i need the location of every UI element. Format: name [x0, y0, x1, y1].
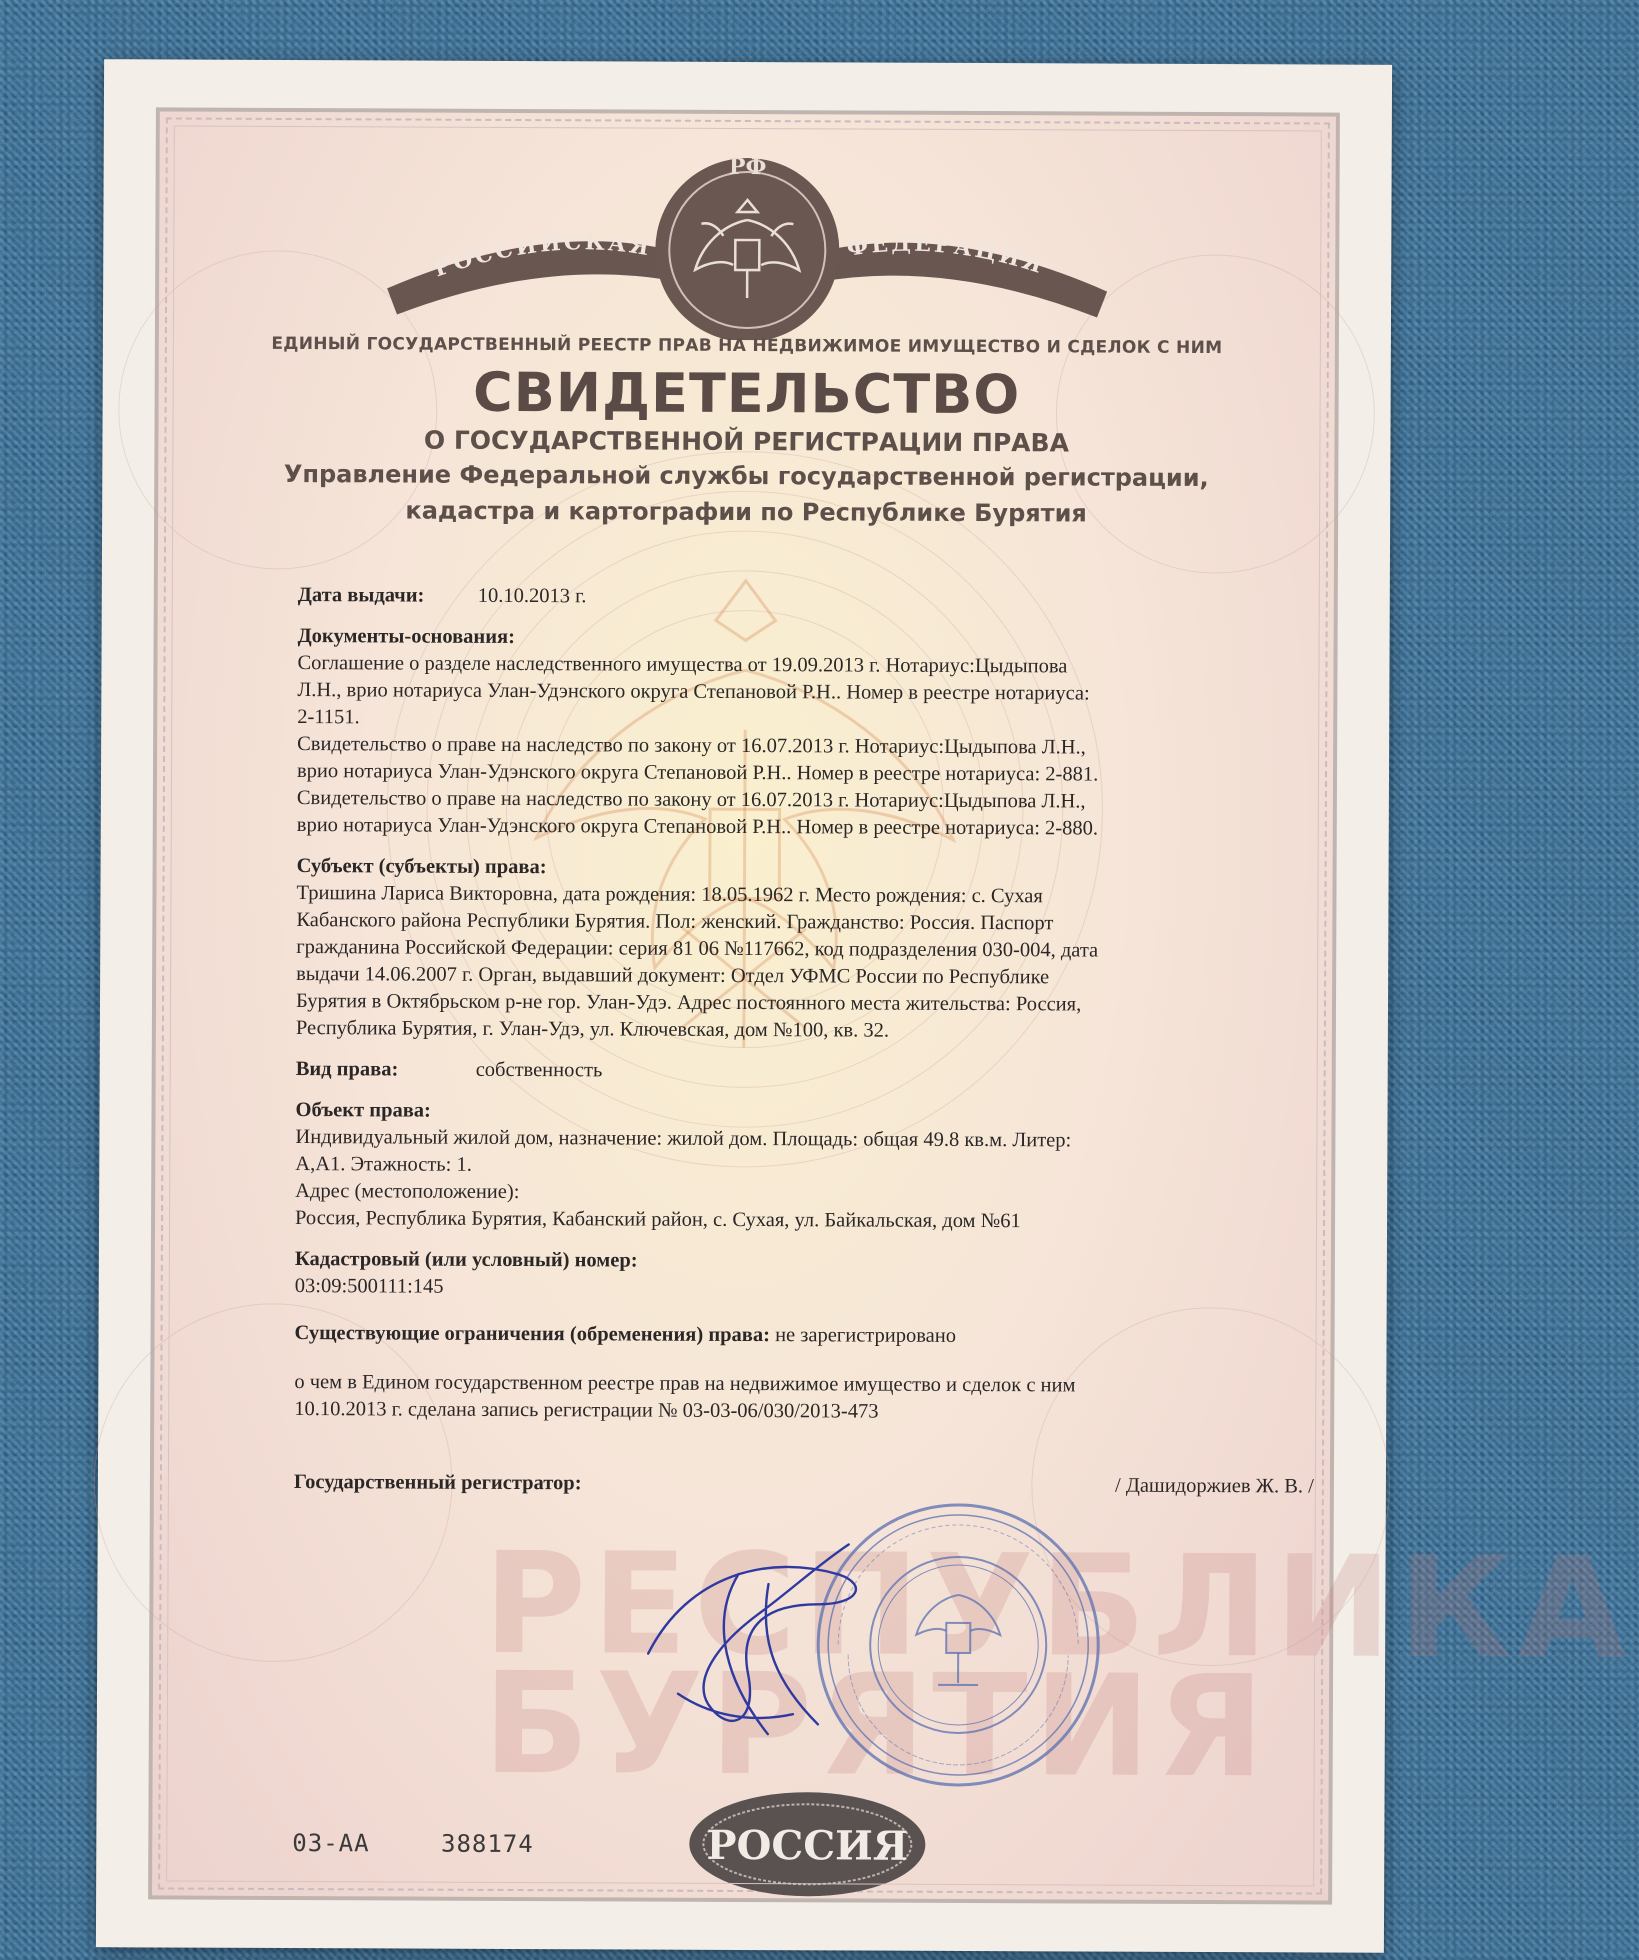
certificate-paper [96, 59, 1633, 1953]
documents-line: Свидетельство о праве на наследство по закону от 16.07.2013 г. Нотариус:Цыдыпова Л.Н., [296, 787, 1086, 813]
documents-line: Л.Н., врио нотариуса Улан-Удэнского округа Степановой Р.Н.. Номер в реестре нотариуса: [297, 679, 1090, 705]
issue-date-value: 10.10.2013 г. [477, 584, 587, 608]
svg-text:ФЕДЕРАЦИЯ [845, 230, 1048, 279]
registrar-label: Государственный регистратор: [293, 1471, 582, 1495]
subject-section [296, 853, 1317, 1046]
registrar-name: / Дашидоржиев Ж. В. / [1114, 1474, 1314, 1498]
certificate-frame [148, 107, 1633, 1904]
record-line-2: 10.10.2013 г. сделана запись регистрации № 03-03-06/030/2013-473 [294, 1398, 879, 1423]
documents-line: Соглашение о разделе наследственного имущества от 19.09.2013 г. Нотариус:Цыдыпова [297, 652, 1068, 678]
document-subtitle: О ГОСУДАРСТВЕННОЙ РЕГИСТРАЦИИ ПРАВА [423, 425, 1070, 458]
object-section [295, 1097, 1316, 1236]
restrictions-label: Существующие ограничения (обременения) права: [294, 1322, 771, 1347]
agency-line-2: кадастра и картографии по Республике Бурятия [405, 496, 1087, 528]
svg-text:РОССИЙСКАЯ [430, 226, 653, 283]
documents-line: 2-1151. [297, 706, 360, 729]
documents-line: Свидетельство о праве на наследство по закону от 16.07.2013 г. Нотариус:Цыдыпова Л.Н., [297, 733, 1086, 759]
documents-label: Документы-основания: [297, 625, 516, 648]
emblem-left-text: РОССИЙСКАЯ [430, 229, 654, 283]
cadastral-label: Кадастровый (или условный) номер: [294, 1248, 638, 1272]
subject-line: гражданина Российской Федерации: серия 81 06 №117662, код подразделения 030-004, дата [296, 936, 1099, 962]
eagle-watermark-icon [535, 580, 954, 1049]
right-type-value: собственность [475, 1058, 603, 1082]
watermark-line-2: БУРЯТИЯ [482, 1642, 1271, 1810]
cadastral-section [295, 1246, 1315, 1304]
serial-series: 03-АА [292, 1829, 370, 1858]
state-emblem-banner [367, 138, 1128, 341]
subject-line: Кабанского района Республики Бурятия. Пол: женский. Гражданство: Россия. Паспорт [296, 909, 1054, 935]
issue-date-row [298, 582, 1318, 613]
certificate-body [294, 582, 1318, 1500]
watermark-line-1: РЕСПУБЛИКА [483, 1522, 1633, 1691]
documents-line: врио нотариуса Улан-Удэнского округа Степановой Р.Н.. Номер в реестре нотариуса: 2-881. [296, 760, 1099, 786]
double-headed-eagle-icon [695, 200, 799, 298]
issue-date-label: Дата выдачи: [297, 584, 425, 607]
guilloche-pattern [152, 111, 1336, 1896]
registrar-row [294, 1469, 1314, 1500]
subject-line: выдачи 14.06.2007 г. Орган, выдавший документ: Отдел УФМС России по Республике [296, 963, 1050, 989]
documents-line: врио нотариуса Улан-Удэнского округа Степановой Р.Н.. Номер в реестре нотариуса: 2-880. [296, 814, 1099, 840]
object-line: А,А1. Этажность: 1. [295, 1153, 472, 1176]
title-block [158, 333, 1335, 530]
restrictions-row [295, 1320, 1315, 1351]
object-line: Индивидуальный жилой дом, назначение: жилой дом. Площадь: общая 49.8 кв.м. Литер: [295, 1126, 1072, 1152]
registration-record [294, 1369, 1314, 1427]
restrictions-value: не зарегистрировано [775, 1324, 957, 1347]
right-type-row [296, 1056, 1316, 1087]
cadastral-value: 03:09:500111:145 [294, 1275, 444, 1298]
emblem-top-letters: РФ [728, 153, 767, 181]
emblem-right-text: ФЕДЕРАЦИЯ [845, 230, 1048, 280]
record-line-1: о чем в Едином государственном реестре прав на недвижимое имущество и сделок с ним [294, 1371, 1076, 1397]
object-line: Россия, Республика Бурятия, Кабанский район, с. Сухая, ул. Байкальская, дом №61 [295, 1207, 1021, 1233]
official-seal-icon [808, 1494, 1109, 1795]
right-type-label: Вид права: [295, 1058, 399, 1081]
serial-number-value: 388174 [440, 1829, 534, 1859]
document-title: СВИДЕТЕЛЬСТВО [472, 360, 1021, 427]
rossiya-badge-text: РОССИЯ [706, 1821, 909, 1870]
agency-line-1: Управление Федеральной службы государственной регистрации, [283, 459, 1209, 493]
subject-label: Субъект (субъекты) права: [296, 855, 547, 879]
serial-number [292, 1829, 590, 1858]
documents-section [297, 623, 1318, 843]
subject-line: Бурятия в Октябрьском р-не гор. Улан-Удэ. Адрес постоянного места жительства: Россия, [295, 990, 1082, 1016]
object-label: Объект права: [295, 1099, 431, 1122]
subject-line: Тришина Лариса Викторовна, дата рождения: 18.05.1962 г. Место рождения: с. Сухая [296, 882, 1043, 908]
rossiya-badge [687, 1789, 927, 1900]
subject-line: Республика Бурятия, г. Улан-Удэ, ул. Ключевская, дом №100, кв. 32. [295, 1017, 890, 1042]
registry-title: ЕДИНЫЙ ГОСУДАРСТВЕННЫЙ РЕЕСТР ПРАВ НА НЕДВИЖИМОЕ ИМУЩЕСТВО И СДЕЛОК С НИМ [271, 333, 1223, 359]
object-line: Адрес (местоположение): [295, 1180, 520, 1204]
registrar-signature-icon [618, 1533, 889, 1754]
